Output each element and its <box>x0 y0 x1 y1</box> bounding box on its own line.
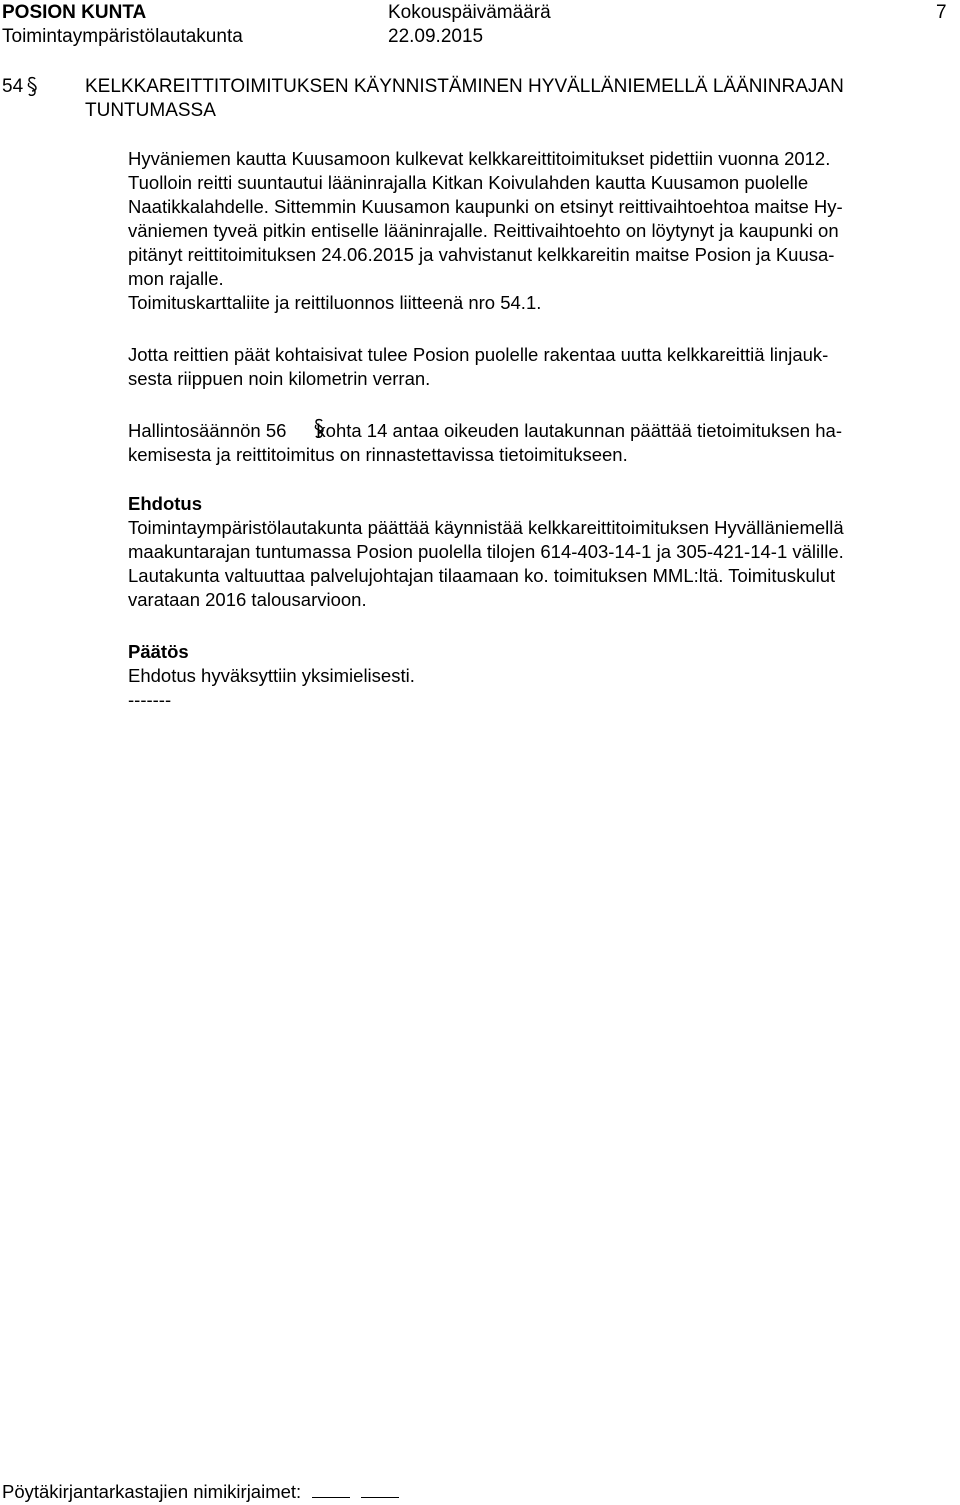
text-line: mon rajalle. <box>128 268 224 289</box>
signatures-label: Pöytäkirjantarkastajien nimikirjaimet: <box>2 1481 302 1502</box>
paragraph-background <box>128 147 958 315</box>
text-line: väniemen tyveä pitkin entiselle lääninrajalle. Reittivaihtoehto on löytynyt ja kaupunki on <box>128 220 839 241</box>
page-number: 7 <box>936 2 947 23</box>
text-line: Lautakunta valtuuttaa palvelujohtajan tilaamaan ko. toimituksen MML:ltä. Toimituskulut <box>128 565 836 586</box>
regulation-clause: kohta 14 antaa oikeuden lautakunnan päättää tietoimituksen ha- <box>316 420 842 441</box>
attachment-reference: Toimituskarttaliite ja reittiluonnos liitteenä nro 54.1. <box>128 292 542 313</box>
text-line: Hyväniemen kautta Kuusamoon kulkevat kelkkareittitoimitukset pidettiin vuonna 2012. <box>128 148 831 169</box>
text-line: Jotta reittien päät kohtaisivat tulee Posion puolelle rakentaa uutta kelkkareittiä linjauk- <box>128 344 829 365</box>
proposal-section <box>128 492 958 612</box>
meeting-date: 22.09.2015 <box>388 26 484 47</box>
decision-heading: Päätös <box>128 641 189 662</box>
decision-section <box>128 640 958 712</box>
signature-blank-1 <box>312 1481 350 1498</box>
organization-name: POSION KUNTA <box>2 2 147 23</box>
committee-name: Toimintaympäristölautakunta <box>2 26 243 47</box>
signatures-line <box>2 1480 399 1504</box>
text-line: varataan 2016 talousarvioon. <box>128 589 367 610</box>
text-line: Toimintaympäristölautakunta päättää käynnistää kelkkareittitoimituksen Hyvälläniemellä <box>128 517 844 538</box>
section-sign-icon <box>25 76 39 98</box>
separator: ------- <box>128 689 172 710</box>
text-line: Tuolloin reitti suuntautui lääninrajalla Kitkan Koivulahden kautta Kuusamon puolelle <box>128 172 809 193</box>
text-line: maakuntarajan tuntumassa Posion puolella tilojen 614-403-14-1 ja 305-421-14-1 välille. <box>128 541 844 562</box>
text-line: kemisesta ja reittitoimitus on rinnastettavissa tietoimitukseen. <box>128 444 628 465</box>
paragraph-construction <box>128 343 958 391</box>
text-line <box>128 419 958 443</box>
text-line: Naatikkalahdelle. Sittemmin Kuusamon kaupunki on etsinyt reittivaihtoehtoa maitse Hy- <box>128 196 843 217</box>
section-title-line-2: TUNTUMASSA <box>85 100 216 121</box>
section-title-line-1: KELKKAREITTITOIMITUKSEN KÄYNNISTÄMINEN HYVÄLLÄNIEMELLÄ LÄÄNINRAJAN <box>85 76 844 97</box>
signature-blank-2 <box>361 1481 399 1498</box>
text-line: sesta riippuen noin kilometrin verran. <box>128 368 431 389</box>
date-label: Kokouspäivämäärä <box>388 2 551 23</box>
section-sign-icon <box>312 418 326 440</box>
text-line: pitänyt reittitoimituksen 24.06.2015 ja vahvistanut kelkkareitin maitse Posion ja Kuusa- <box>128 244 835 265</box>
regulation-reference: Hallintosäännön 56 <box>128 420 287 441</box>
paragraph-regulation <box>128 419 958 467</box>
section-number: 54 <box>2 76 24 97</box>
proposal-heading: Ehdotus <box>128 493 202 514</box>
decision-text: Ehdotus hyväksyttiin yksimielisesti. <box>128 665 415 686</box>
